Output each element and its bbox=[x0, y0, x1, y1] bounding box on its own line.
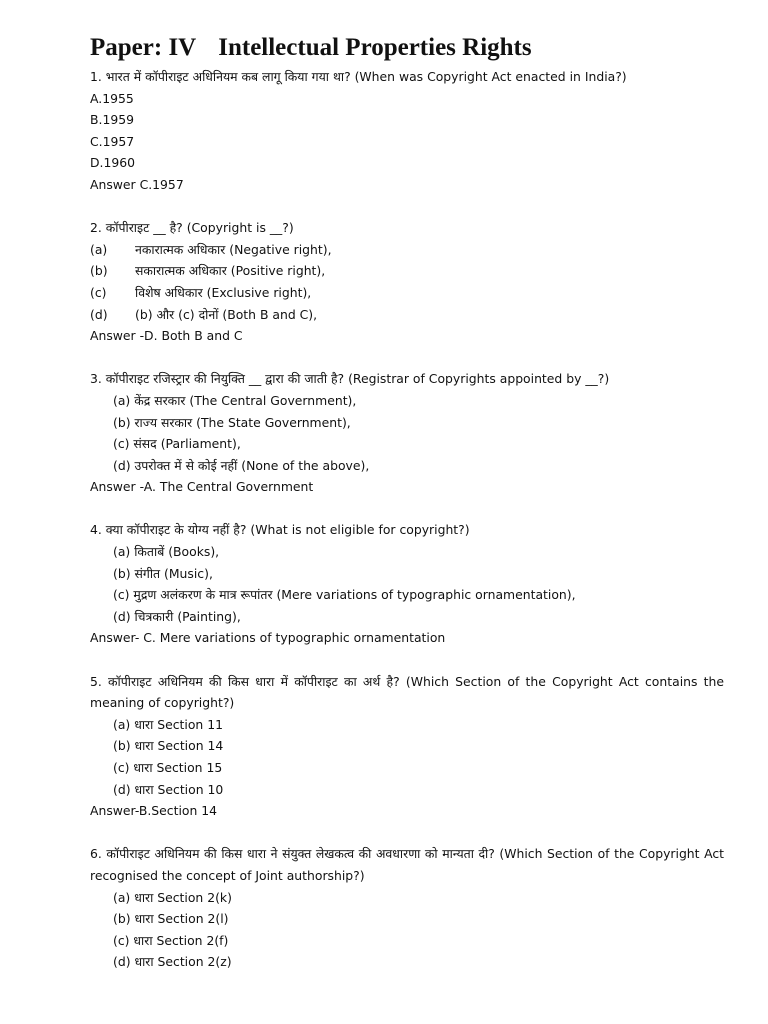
option-item: C.1957 bbox=[90, 133, 135, 149]
option-item: (a) किताबें (Books), bbox=[113, 544, 220, 560]
spacer bbox=[90, 822, 724, 844]
question-text: 5. कॉपीराइट अधिनियम की किस धारा में कॉपीराइट का अर्थ है? (Which Section of the Copyright Act contains the meaning of copyright?) bbox=[90, 673, 724, 711]
question-text: 2. कॉपीराइट __ है? (Copyright is __?) bbox=[90, 220, 294, 236]
option-item: (d) चित्रकारी (Painting), bbox=[113, 608, 241, 624]
answer-text: Answer -A. The Central Government bbox=[90, 479, 314, 495]
option-item: (c) संसद (Parliament), bbox=[113, 436, 241, 452]
question-block-6 bbox=[90, 843, 724, 973]
question-text: 1. भारत में कॉपीराइट अधिनियम कब लागू किया गया था? (When was Copyright Act enacted in India?) bbox=[90, 69, 627, 84]
option-item: (a) केंद्र सरकार (The Central Government), bbox=[113, 392, 357, 408]
option-label: (d) bbox=[90, 306, 108, 322]
question-list bbox=[90, 66, 724, 973]
option-item: (d) उपरोक्त में से कोई नहीं (None of the above), bbox=[113, 457, 370, 473]
page-title bbox=[90, 34, 532, 62]
option-item: (c) धारा Section 2(f) bbox=[113, 932, 229, 948]
answer-text: Answer-B.Section 14 bbox=[90, 803, 218, 819]
option-item bbox=[90, 304, 724, 326]
question-text: 6. कॉपीराइट अधिनियम की किस धारा ने संयुक्त लेखकत्व की अवधारणा को मान्यता दी? (Which Section of the Copyright Act recognised the concept of Joint authorship?) bbox=[90, 846, 724, 883]
option-item: (c) मुद्रण अलंकरण के मात्र रूपांतर (Mere variations of typographic ornamentation), bbox=[113, 587, 576, 603]
option-item: (a) धारा Section 11 bbox=[113, 716, 223, 732]
option-text: सकारात्मक अधिकार (Positive right), bbox=[135, 263, 326, 279]
option-item: (b) राज्य सरकार (The State Government), bbox=[113, 414, 351, 430]
option-item: (d) धारा Section 10 bbox=[113, 781, 224, 797]
option-text: नकारात्मक अधिकार (Negative right), bbox=[135, 241, 332, 257]
question-block-1 bbox=[90, 66, 724, 196]
option-item bbox=[90, 239, 724, 261]
option-item bbox=[90, 260, 724, 282]
option-item: (d) धारा Section 2(z) bbox=[113, 954, 232, 970]
option-item: (a) धारा Section 2(k) bbox=[113, 889, 232, 905]
question-block-4 bbox=[90, 519, 724, 649]
option-label: (a) bbox=[90, 241, 108, 257]
paper-subject: Intellectual Properties Rights bbox=[218, 34, 532, 61]
question-text: 4. क्या कॉपीराइट के योग्य नहीं है? (What is not eligible for copyright?) bbox=[90, 522, 470, 538]
option-text: विशेष अधिकार (Exclusive right), bbox=[135, 284, 312, 300]
answer-text: Answer- C. Mere variations of typographic ornamentation bbox=[90, 630, 446, 646]
question-text: 3. कॉपीराइट रजिस्ट्रार की नियुक्ति __ द्वारा की जाती है? (Registrar of Copyrights appointed by __?) bbox=[90, 371, 610, 387]
option-item: (c) धारा Section 15 bbox=[113, 760, 223, 775]
spacer bbox=[90, 649, 724, 671]
option-label: (c) bbox=[90, 284, 107, 300]
paper-number: Paper: IV bbox=[90, 34, 197, 61]
option-item: (b) धारा Section 2(l) bbox=[113, 911, 229, 927]
option-item bbox=[90, 282, 724, 304]
option-item: A.1955 bbox=[90, 90, 134, 106]
spacer bbox=[90, 498, 724, 520]
option-item: (b) धारा Section 14 bbox=[113, 738, 224, 754]
option-item: B.1959 bbox=[90, 112, 134, 128]
spacer bbox=[90, 196, 724, 218]
option-label: (b) bbox=[90, 263, 108, 279]
spacer bbox=[90, 347, 724, 369]
option-item: D.1960 bbox=[90, 155, 136, 171]
question-block-3 bbox=[90, 368, 724, 498]
answer-text: Answer C.1957 bbox=[90, 176, 184, 192]
answer-text: Answer -D. Both B and C bbox=[90, 328, 243, 344]
option-text: (b) और (c) दोनों (Both B and C), bbox=[135, 306, 318, 322]
option-item: (b) संगीत (Music), bbox=[113, 565, 213, 581]
question-block-2 bbox=[90, 217, 724, 347]
question-block-5 bbox=[90, 671, 724, 822]
